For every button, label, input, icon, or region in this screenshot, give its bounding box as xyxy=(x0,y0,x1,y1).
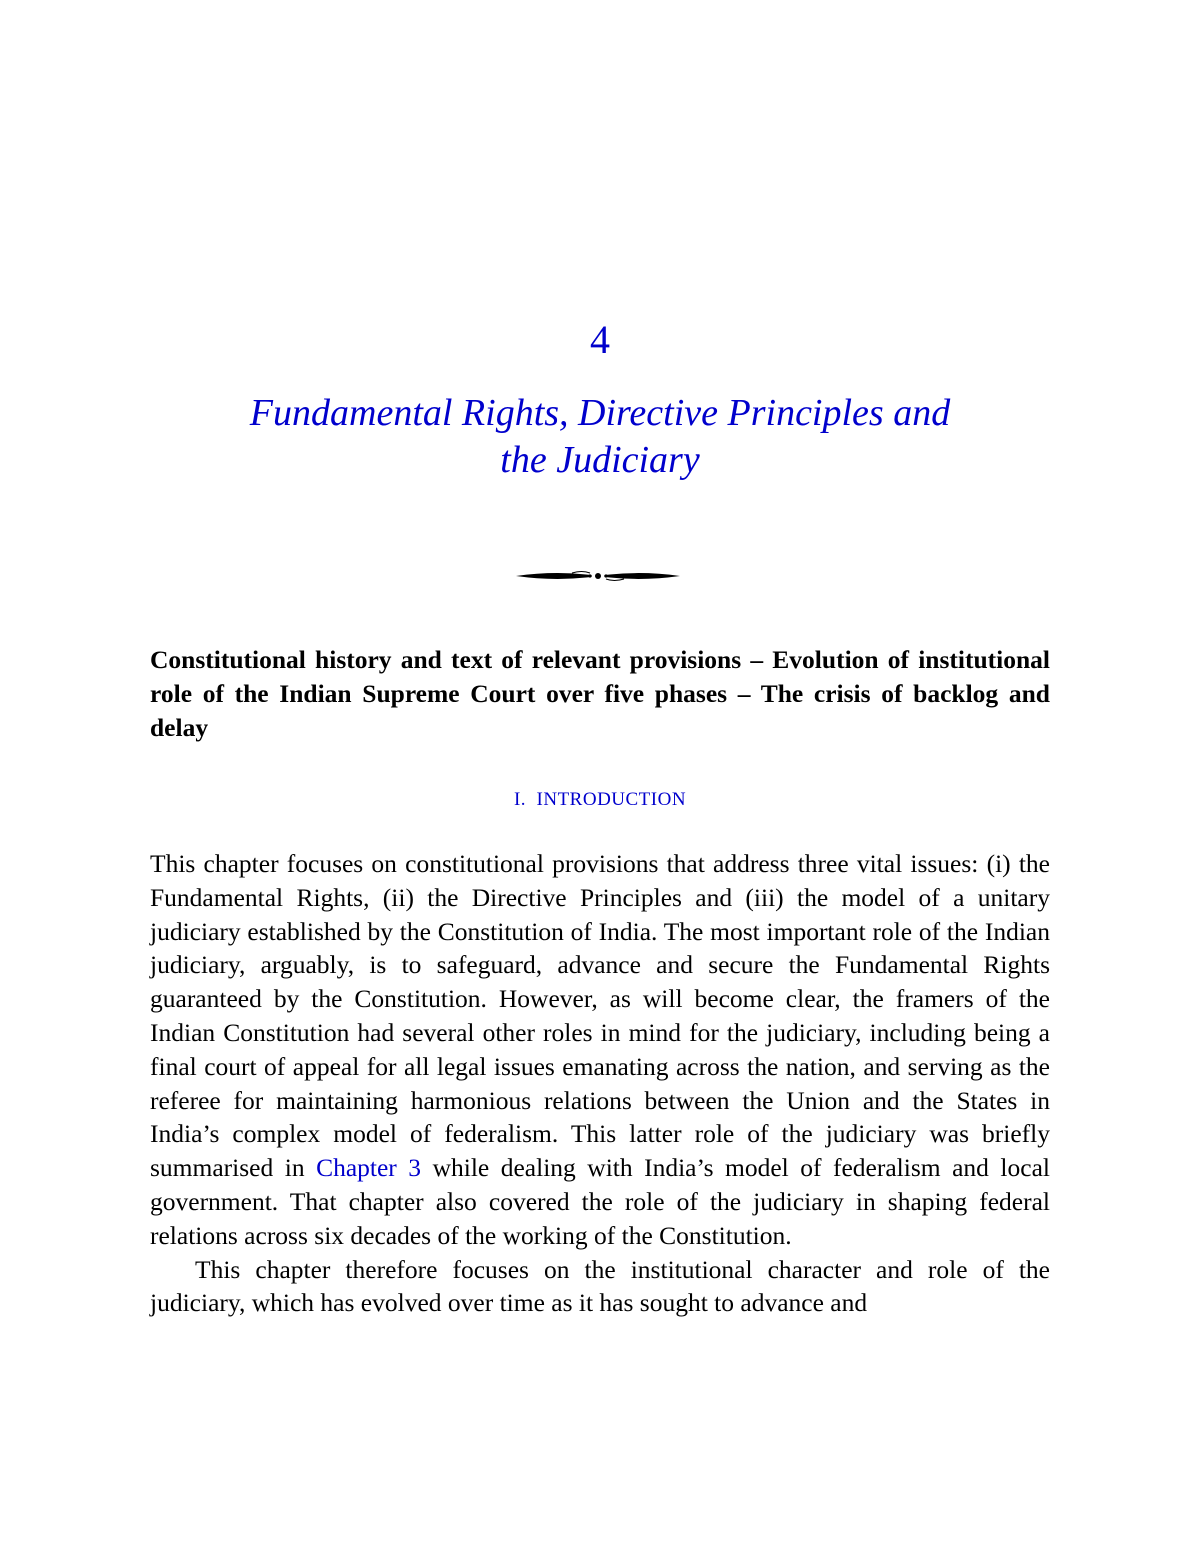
paragraph-1-text-a: This chapter focuses on constitutional provisions that address three vital issues: (i) the Fundamental Rights, (ii) the Directive Principles and (iii) the model of a unitary judiciary established by the Constitution of India. The most important role of the Indian judiciary, arguably, is to safeguard, advance and secure the Fundamental Rights guaranteed by the Constitution. However, as will become clear, the framers of the Indian Constitution had several other roles in mind for the judiciary, including being a final court of appeal for all legal issues emanating across the nation, and serving as the referee for maintaining harmonious relations between the Union and the States in India’s complex model of federalism. This latter role of the judiciary was briefly summarised in xyxy=(150,849,1050,1183)
chapter-number: 4 xyxy=(590,317,610,362)
body-text xyxy=(150,847,1050,1320)
paragraph-1-text-b: while dealing with India’s model of federalism and local government. That chapter also covered the role of the judiciary in shaping federal relations across six decades of the working of the Constitution. xyxy=(150,1153,1050,1250)
chapter-synopsis: Constitutional history and text of relevant provisions – Evolution of institutional role of the Indian Supreme Court over five phases – The crisis of backlog and delay xyxy=(150,645,1050,742)
ornamental-divider xyxy=(512,566,684,586)
chapter-title-line-1: Fundamental Rights, Directive Principles and xyxy=(249,392,951,434)
section-title: INTRODUCTION xyxy=(536,789,687,810)
paragraph-2: This chapter therefore focuses on the institutional character and role of the judiciary, which has evolved over time as it has sought to advance and xyxy=(150,1254,1050,1318)
chapter-title xyxy=(150,390,1050,484)
section-heading xyxy=(0,787,1200,813)
section-number: I. xyxy=(513,789,527,810)
paragraph-1 xyxy=(150,847,1050,1253)
chapter-3-link[interactable]: Chapter 3 xyxy=(316,1153,422,1183)
chapter-title-line-2: the Judiciary xyxy=(500,439,700,481)
